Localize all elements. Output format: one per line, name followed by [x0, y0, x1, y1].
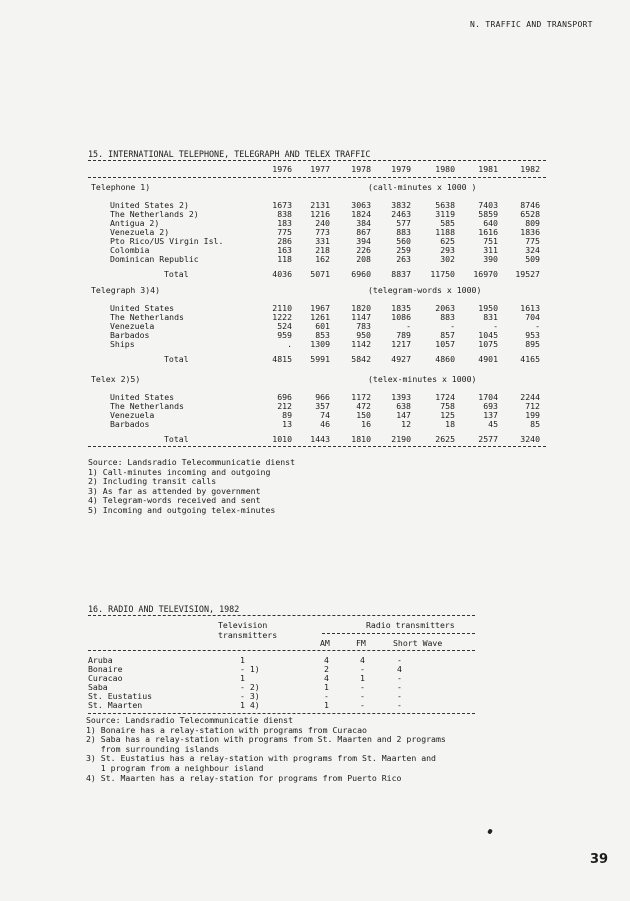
year-header-1981: 1981 — [478, 164, 498, 174]
footnote: Source: Landsradio Telecommunicatie dienst — [88, 457, 296, 467]
row-value: 1075 — [478, 339, 498, 349]
footnote: 1) Bonaire has a relay-station with programs from Curacao — [86, 724, 367, 735]
fm-value: - — [360, 664, 365, 674]
row-value: 524 — [277, 321, 292, 331]
row-value: 509 — [525, 254, 540, 264]
row-value: 758 — [440, 401, 455, 411]
total-label: Total — [164, 269, 189, 279]
row-value: 601 — [315, 321, 330, 331]
row-value: 1172 — [351, 392, 371, 402]
fm-value: 1 — [360, 673, 365, 683]
print-speck — [487, 828, 493, 834]
tv-value: - 1) — [240, 664, 260, 674]
fm-value: - — [360, 682, 365, 692]
row-value: 950 — [356, 330, 371, 340]
sw-value: - — [397, 673, 402, 683]
row-value: 625 — [440, 236, 455, 246]
total-value: 2190 — [391, 434, 411, 444]
total-value: 4927 — [391, 354, 411, 364]
row-value: 263 — [396, 254, 411, 264]
footnote: 1 program from a neighbour island — [86, 763, 264, 773]
row-value: 1824 — [351, 209, 371, 219]
row-value: 696 — [277, 392, 292, 402]
footnote: 2) Saba has a relay-station with programs from St. Maarten and 2 programs — [86, 734, 446, 745]
row-value: 13 — [282, 419, 292, 429]
row-value: 163 — [277, 245, 292, 255]
table-15-bottom-rule — [88, 446, 546, 447]
total-value: 4815 — [272, 354, 292, 364]
year-header-1976: 1976 — [272, 164, 292, 174]
row-value: 1261 — [310, 312, 330, 322]
row-value: - — [493, 321, 498, 331]
row-value: 286 — [277, 236, 292, 246]
row-value: 2131 — [310, 200, 330, 210]
row-value: 137 — [483, 410, 498, 420]
row-value: 1820 — [351, 303, 371, 313]
total-label: Total — [164, 354, 189, 364]
row-value: 585 — [440, 218, 455, 228]
row-label: Curacao — [88, 673, 123, 683]
tv-value: 1 — [240, 655, 245, 665]
total-value: 1010 — [272, 434, 292, 444]
row-value: 857 — [440, 330, 455, 340]
fm-value: - — [360, 691, 365, 701]
radio-sub-rule — [322, 633, 475, 634]
row-label: The Netherlands — [110, 401, 184, 411]
year-header-1977: 1977 — [310, 164, 330, 174]
row-value: - — [406, 321, 411, 331]
row-value: - — [535, 321, 540, 331]
row-value: 1967 — [310, 303, 330, 313]
tv-value: 1 — [240, 673, 245, 683]
tv-value: 1 4) — [240, 700, 260, 710]
row-value: 577 — [396, 218, 411, 228]
row-value: 150 — [356, 410, 371, 420]
row-value: 162 — [315, 254, 330, 264]
total-value: 16970 — [473, 269, 498, 279]
row-value: 259 — [396, 245, 411, 255]
row-value: 693 — [483, 401, 498, 411]
row-value: 2063 — [435, 303, 455, 313]
row-value: 773 — [315, 227, 330, 237]
row-value: 183 — [277, 218, 292, 228]
table-15-top-rule — [88, 160, 546, 161]
total-value: 5071 — [310, 269, 330, 279]
row-value: 1393 — [391, 392, 411, 402]
row-value: 783 — [356, 321, 371, 331]
row-label: Venezuela — [110, 321, 155, 331]
total-value: 11750 — [430, 269, 455, 279]
footnote: 1) Call-minutes incoming and outgoing — [88, 466, 271, 477]
row-value: 311 — [483, 245, 498, 255]
sw-value: - — [397, 700, 402, 710]
row-value: 895 — [525, 339, 540, 349]
row-value: 1222 — [272, 312, 292, 322]
row-value: 3832 — [391, 200, 411, 210]
tv-value: - 2) — [240, 682, 260, 692]
row-value: 1836 — [520, 227, 540, 237]
total-label: Total — [164, 434, 189, 444]
row-value: 959 — [277, 330, 292, 340]
row-value: 775 — [525, 236, 540, 246]
row-value: 5859 — [478, 209, 498, 219]
total-value: 4165 — [520, 354, 540, 364]
running-header: N. TRAFFIC AND TRANSPORT — [470, 20, 593, 29]
row-value: 5638 — [435, 200, 455, 210]
footnote: 4) Telegram-words received and sent — [88, 495, 261, 505]
row-label: Aruba — [88, 655, 113, 665]
row-label: Colombia — [110, 245, 150, 255]
fm-value: - — [360, 700, 365, 710]
row-value: 1147 — [351, 312, 371, 322]
row-label: United States 2) — [110, 200, 189, 210]
row-value: 1309 — [310, 339, 330, 349]
row-value: 302 — [440, 254, 455, 264]
row-value: 1950 — [478, 303, 498, 313]
row-label: Ships — [110, 339, 135, 349]
row-value: 199 — [525, 410, 540, 420]
section-unit: (telex-minutes x 1000) — [368, 374, 477, 384]
row-value: 357 — [315, 401, 330, 411]
col-tv-header-line2: transmitters — [218, 630, 278, 640]
am-value: 4 — [324, 673, 329, 683]
row-value: 324 — [525, 245, 540, 255]
sw-value: 4 — [397, 664, 402, 674]
row-value: 7403 — [478, 200, 498, 210]
row-label: Saba — [88, 682, 108, 692]
row-value: 331 — [315, 236, 330, 246]
col-sw-header: Short Wave — [393, 638, 443, 648]
footnote: from surrounding islands — [86, 743, 220, 754]
am-value: - — [324, 691, 329, 701]
row-value: 1673 — [272, 200, 292, 210]
row-value: 1216 — [310, 209, 330, 219]
row-label: United States — [110, 392, 175, 402]
row-value: 1217 — [391, 339, 411, 349]
total-value: 5991 — [310, 354, 330, 364]
row-value: 3063 — [351, 200, 371, 210]
tv-value: - 3) — [240, 691, 260, 701]
section-label: Telephone 1) — [91, 182, 151, 192]
fm-value: 4 — [360, 655, 365, 665]
row-value: 293 — [440, 245, 455, 255]
footnote: 2) Including transit calls — [88, 476, 217, 486]
row-label: Antigua 2) — [110, 218, 160, 228]
row-value: 240 — [315, 218, 330, 228]
total-value: 4901 — [478, 354, 498, 364]
row-value: 838 — [277, 209, 292, 219]
footnote: 3) St. Eustatius has a relay-station with programs from St. Maarten and — [86, 753, 436, 764]
row-label: Bonaire — [88, 664, 123, 674]
row-label: Venezuela — [110, 410, 155, 420]
row-label: Dominican Republic — [110, 254, 199, 264]
row-value: 46 — [320, 419, 330, 429]
row-value: 1704 — [478, 392, 498, 402]
total-value: 5842 — [351, 354, 371, 364]
page-number: 39 — [590, 852, 609, 867]
row-value: 472 — [356, 401, 371, 411]
total-value: 1443 — [310, 434, 330, 444]
row-value: 226 — [356, 245, 371, 255]
table-15-header-rule — [88, 177, 546, 178]
row-value: 208 — [356, 254, 371, 264]
row-value: 2244 — [520, 392, 540, 402]
row-value: 12 — [401, 419, 411, 429]
row-value: 867 — [356, 227, 371, 237]
total-value: 6960 — [351, 269, 371, 279]
row-value: 2110 — [272, 303, 292, 313]
total-value: 4860 — [435, 354, 455, 364]
row-label: Pto Rico/US Virgin Isl. — [110, 236, 224, 246]
row-value: 218 — [315, 245, 330, 255]
row-value: 1057 — [435, 339, 455, 349]
total-value: 2625 — [435, 434, 455, 444]
section-label: Telex 2)5) — [91, 374, 141, 384]
row-value: 789 — [396, 330, 411, 340]
row-value: 394 — [356, 236, 371, 246]
row-value: 118 — [277, 254, 292, 264]
am-value: 1 — [324, 700, 329, 710]
row-value: 8746 — [520, 200, 540, 210]
row-value: 775 — [277, 227, 292, 237]
row-value: 85 — [530, 419, 540, 429]
am-value: 4 — [324, 655, 329, 665]
row-value: 125 — [440, 410, 455, 420]
row-value: 853 — [315, 330, 330, 340]
row-value: 883 — [396, 227, 411, 237]
total-value: 2577 — [478, 434, 498, 444]
year-header-1978: 1978 — [351, 164, 371, 174]
row-value: 18 — [445, 419, 455, 429]
row-label: The Netherlands — [110, 312, 184, 322]
row-value: 712 — [525, 401, 540, 411]
row-value: 1835 — [391, 303, 411, 313]
footnote: Source: Landsradio Telecommunicatie dienst — [86, 715, 294, 725]
row-value: 45 — [488, 419, 498, 429]
row-value: 212 — [277, 401, 292, 411]
table-16-title: 16. RADIO AND TELEVISION, 1982 — [88, 604, 240, 614]
row-value: 3119 — [435, 209, 455, 219]
total-value: 1810 — [351, 434, 371, 444]
row-value: 883 — [440, 312, 455, 322]
total-value: 3240 — [520, 434, 540, 444]
row-value: 966 — [315, 392, 330, 402]
row-label: The Netherlands 2) — [110, 209, 199, 219]
row-value: 1188 — [435, 227, 455, 237]
year-header-1982: 1982 — [520, 164, 540, 174]
table-16-top-rule — [88, 615, 475, 616]
col-fm-header: FM — [356, 638, 366, 648]
col-radio-header: Radio transmitters — [366, 620, 455, 630]
row-value: 1613 — [520, 303, 540, 313]
section-unit: (call-minutes x 1000 ) — [368, 182, 477, 192]
row-value: . — [287, 339, 292, 349]
footnote: 4) St. Maarten has a relay-station for programs from Puerto Rico — [86, 772, 402, 783]
sw-value: - — [397, 682, 402, 692]
row-value: 704 — [525, 312, 540, 322]
year-header-1980: 1980 — [435, 164, 455, 174]
row-value: 16 — [361, 419, 371, 429]
row-value: 147 — [396, 410, 411, 420]
row-label: Barbados — [110, 419, 150, 429]
row-label: Venezuela 2) — [110, 227, 170, 237]
row-value: - — [450, 321, 455, 331]
col-tv-header-line1: Television — [218, 620, 268, 630]
total-value: 19527 — [515, 269, 540, 279]
row-value: 1616 — [478, 227, 498, 237]
row-value: 831 — [483, 312, 498, 322]
table-15-title: 15. INTERNATIONAL TELEPHONE, TELEGRAPH AND TELEX TRAFFIC — [88, 149, 371, 159]
sw-value: - — [397, 655, 402, 665]
total-value: 8837 — [391, 269, 411, 279]
row-value: 1086 — [391, 312, 411, 322]
row-value: 1142 — [351, 339, 371, 349]
row-value: 89 — [282, 410, 292, 420]
total-value: 4036 — [272, 269, 292, 279]
am-value: 1 — [324, 682, 329, 692]
section-unit: (telegram-words x 1000) — [368, 285, 482, 295]
row-value: 6528 — [520, 209, 540, 219]
row-value: 74 — [320, 410, 330, 420]
col-am-header: AM — [320, 638, 330, 648]
row-label: Barbados — [110, 330, 150, 340]
row-value: 560 — [396, 236, 411, 246]
sw-value: - — [397, 691, 402, 701]
row-value: 390 — [483, 254, 498, 264]
row-value: 384 — [356, 218, 371, 228]
table-16-bottom-rule — [88, 713, 475, 714]
footnote: 3) As far as attended by government — [88, 485, 261, 496]
row-label: St. Maarten — [88, 700, 143, 710]
table-16-header-rule — [88, 650, 475, 651]
row-label: United States — [110, 303, 175, 313]
year-header-1979: 1979 — [391, 164, 411, 174]
footnote: 5) Incoming and outgoing telex-minutes — [88, 504, 276, 515]
row-value: 1724 — [435, 392, 455, 402]
row-value: 809 — [525, 218, 540, 228]
row-value: 2463 — [391, 209, 411, 219]
section-label: Telegraph 3)4) — [91, 285, 161, 295]
row-value: 638 — [396, 401, 411, 411]
row-value: 751 — [483, 236, 498, 246]
row-value: 640 — [483, 218, 498, 228]
row-label: St. Eustatius — [88, 691, 153, 701]
row-value: 953 — [525, 330, 540, 340]
am-value: 2 — [324, 664, 329, 674]
row-value: 1045 — [478, 330, 498, 340]
